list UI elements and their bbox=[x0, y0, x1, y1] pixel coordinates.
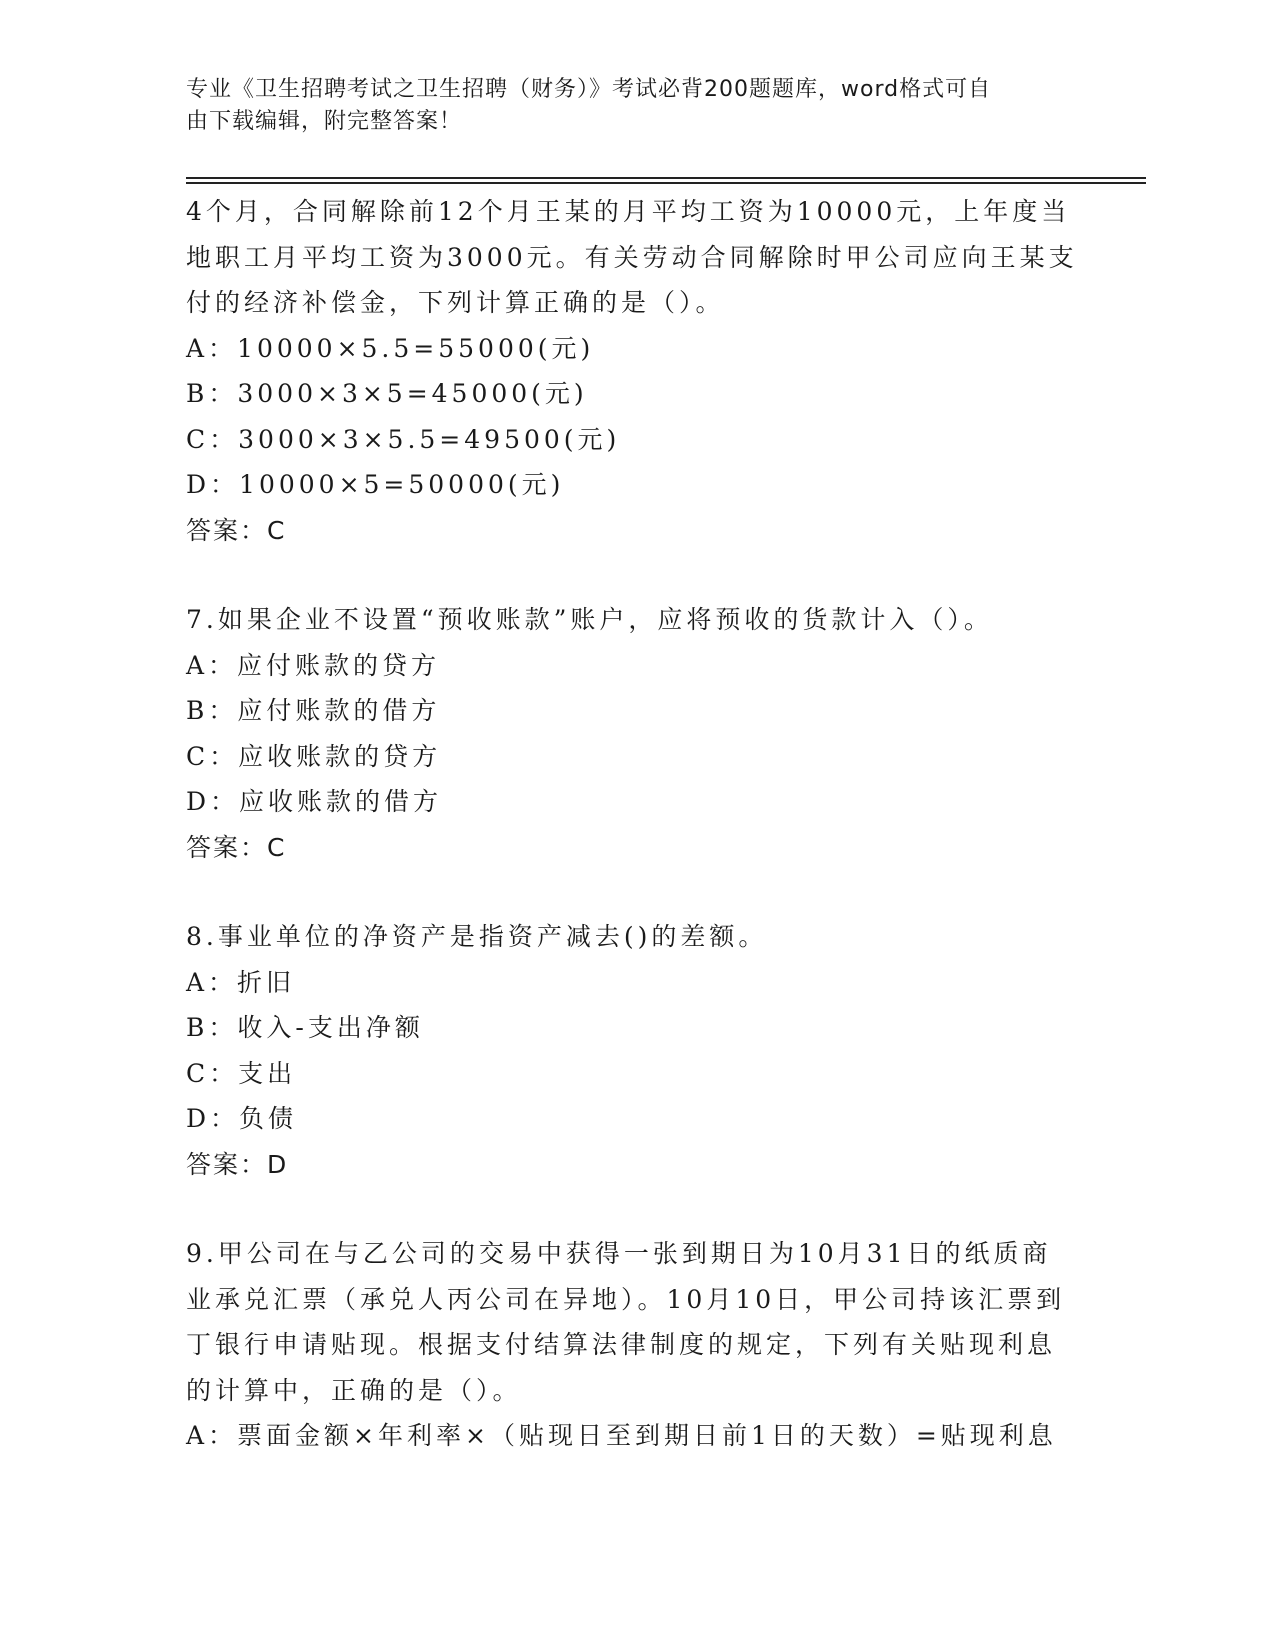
option-b: B：应付账款的借方 bbox=[186, 696, 441, 725]
question-list bbox=[186, 189, 1086, 1459]
question-7 bbox=[186, 597, 1086, 870]
question-spacer bbox=[186, 553, 1086, 597]
header-divider-top bbox=[186, 177, 1146, 179]
option-a: A：应付账款的贷方 bbox=[186, 650, 441, 680]
option-a: A：折旧 bbox=[186, 967, 296, 997]
question-stem-line: 地职工月平均工资为3000元。有关劳动合同解除时甲公司应向王某支 bbox=[186, 242, 1078, 272]
question-stem-line: 4个月，合同解除前12个月王某的月平均工资为10000元，上年度当 bbox=[186, 197, 1071, 226]
question-spacer bbox=[186, 1187, 1086, 1231]
option-a: A：10000×5.5=55000(元) bbox=[186, 333, 595, 363]
option-d: D：负债 bbox=[186, 1104, 298, 1133]
question-9 bbox=[186, 1231, 1086, 1459]
question-stem-line: 8.事业单位的净资产是指资产减去()的差额。 bbox=[186, 922, 768, 951]
option-c: C：支出 bbox=[186, 1058, 297, 1088]
answer-line: 答案：C bbox=[186, 515, 287, 545]
question-8 bbox=[186, 914, 1086, 1187]
option-d: D：应收账款的借方 bbox=[186, 787, 443, 816]
question-stem-line: 付的经济补偿金，下列计算正确的是（）。 bbox=[186, 288, 725, 317]
question-stem-line: 的计算中，正确的是（）。 bbox=[186, 1375, 522, 1405]
header-line-2: 由下载编辑，附完整答案！ bbox=[186, 109, 463, 134]
question-spacer bbox=[186, 870, 1086, 914]
question-stem-line: 丁银行申请贴现。根据支付结算法律制度的规定，下列有关贴现利息 bbox=[186, 1330, 1057, 1359]
question-stem-line: 业承兑汇票（承兑人丙公司在异地）。10月10日，甲公司持该汇票到 bbox=[186, 1284, 1066, 1314]
answer-line: 答案：D bbox=[186, 1149, 289, 1179]
answer-line: 答案：C bbox=[186, 832, 287, 862]
header-divider-bottom bbox=[186, 182, 1146, 184]
option-c: C：应收账款的贷方 bbox=[186, 741, 442, 771]
question-stem-line: 9.甲公司在与乙公司的交易中获得一张到期日为10月31日的纸质商 bbox=[186, 1239, 1052, 1268]
option-b: B：3000×3×5=45000(元) bbox=[186, 379, 588, 408]
question-stem-line: 7.如果企业不设置“预收账款”账户，应将预收的货款计入（）。 bbox=[186, 605, 993, 634]
option-b: B：收入-支出净额 bbox=[186, 1013, 424, 1042]
header-line-1: 专业《卫生招聘考试之卫生招聘（财务）》考试必背200题题库，word格式可自 bbox=[186, 77, 992, 102]
question-6 bbox=[186, 189, 1086, 553]
option-d: D：10000×5=50000(元) bbox=[186, 470, 565, 499]
option-a: A：票面金额×年利率×（贴现日至到期日前1日的天数）=贴现利息 bbox=[186, 1421, 1057, 1450]
option-c: C：3000×3×5.5=49500(元) bbox=[186, 424, 621, 454]
document-header bbox=[186, 74, 1066, 138]
